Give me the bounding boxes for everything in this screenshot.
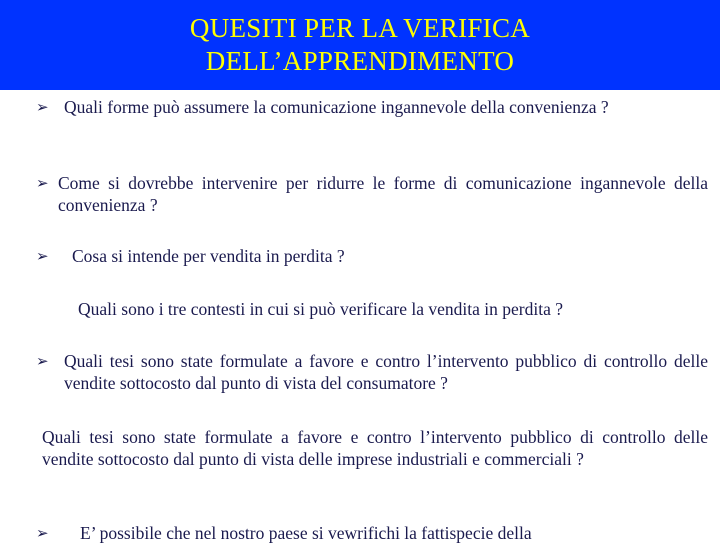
question-text: Cosa si intende per vendita in perdita ? bbox=[72, 246, 345, 266]
question-item bbox=[36, 350, 708, 394]
question-text: Quali tesi sono state formulate a favore e contro l’intervento pubblico di controllo delle vendite sottocosto dal punto di vista del consumatore ? bbox=[64, 351, 708, 393]
question-text: Quali sono i tre contesti in cui si può verificare la vendita in perdita ? bbox=[78, 299, 563, 319]
arrow-bullet-icon: ➢ bbox=[36, 98, 49, 116]
question-text: Quali forme può assumere la comunicazione ingannevole della convenienza ? bbox=[64, 97, 609, 117]
arrow-bullet-icon: ➢ bbox=[36, 174, 49, 192]
slide-title-line-2: DELL’APPRENDIMENTO bbox=[205, 46, 515, 76]
question-text: Quali tesi sono state formulate a favore e contro l’intervento pubblico di controllo delle vendite sottocosto dal punto di vista delle imprese industriali e commerciali ? bbox=[42, 427, 708, 469]
question-item bbox=[36, 245, 708, 267]
arrow-bullet-icon: ➢ bbox=[36, 524, 49, 542]
question-item bbox=[36, 522, 708, 544]
question-text: Come si dovrebbe intervenire per ridurre le forme di comunicazione ingannevole della convenienza ? bbox=[58, 173, 708, 215]
question-text: E’ possibile che nel nostro paese si vewrifichi la fattispecie della bbox=[80, 523, 532, 543]
slide-header bbox=[0, 0, 720, 90]
question-item bbox=[36, 172, 708, 216]
question-item bbox=[42, 426, 708, 470]
arrow-bullet-icon: ➢ bbox=[36, 247, 49, 265]
question-item bbox=[36, 96, 708, 118]
question-item bbox=[78, 298, 708, 320]
arrow-bullet-icon: ➢ bbox=[36, 352, 49, 370]
slide-title-line-1: QUESITI PER LA VERIFICA bbox=[189, 13, 531, 43]
